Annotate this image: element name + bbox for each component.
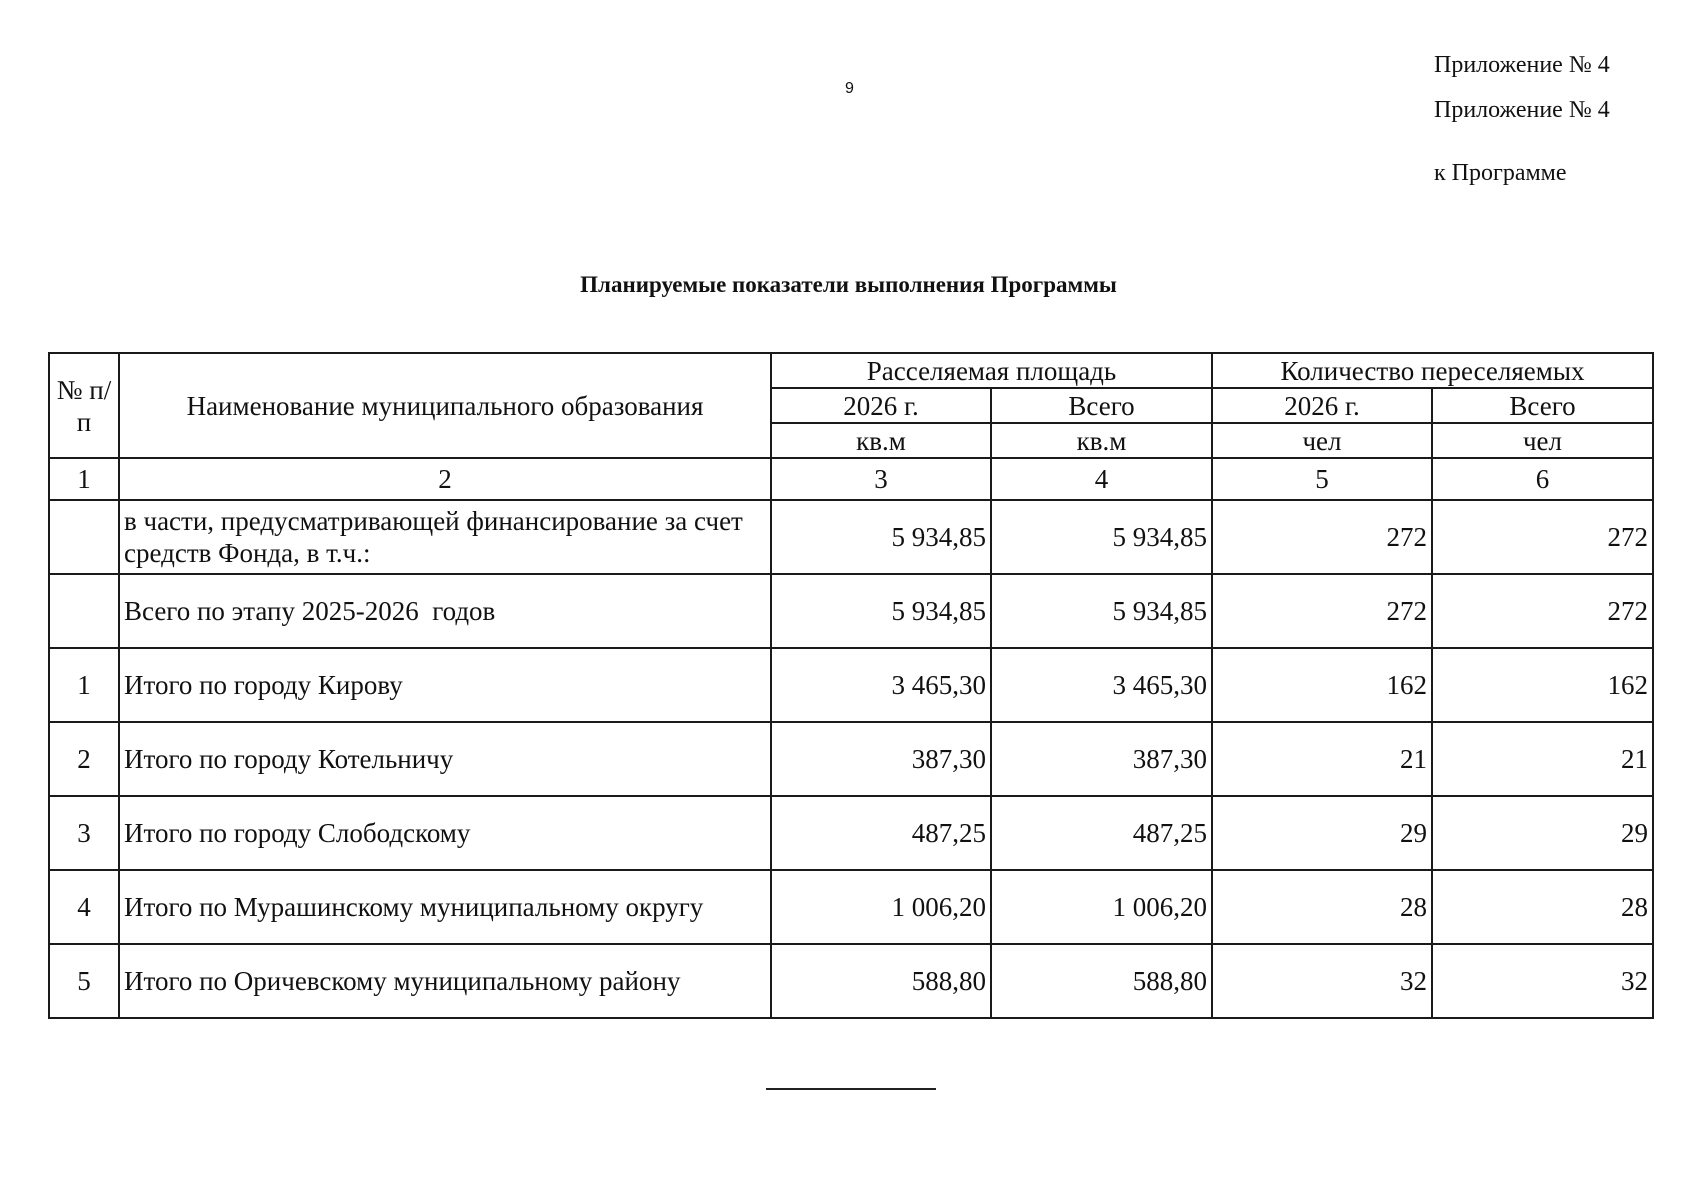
header-num: № п/п (49, 353, 119, 458)
row-area-total: 1 006,20 (991, 870, 1212, 944)
table-row (49, 574, 1653, 648)
table-row (49, 870, 1653, 944)
row-area-2026: 588,80 (771, 944, 991, 1018)
header-area-total: Всего (991, 388, 1212, 423)
column-index: 1 (49, 458, 119, 500)
row-people-total: 272 (1432, 500, 1653, 574)
header-area-group: Расселяемая площадь (771, 353, 1212, 388)
row-area-2026: 3 465,30 (771, 648, 991, 722)
header-people-unit: чел (1212, 423, 1432, 458)
row-people-total: 28 (1432, 870, 1653, 944)
row-area-total: 588,80 (991, 944, 1212, 1018)
column-index: 5 (1212, 458, 1432, 500)
row-name: Итого по городу Котельничу (119, 722, 771, 796)
row-people-2026: 32 (1212, 944, 1432, 1018)
header-people-group: Количество переселяемых (1212, 353, 1653, 388)
row-people-2026: 29 (1212, 796, 1432, 870)
document-title: Планируемые показатели выполнения Программы (580, 272, 1117, 297)
row-people-total: 32 (1432, 944, 1653, 1018)
row-name: Всего по этапу 2025-2026 годов (119, 574, 771, 648)
row-area-2026: 487,25 (771, 796, 991, 870)
header-area-unit: кв.м (771, 423, 991, 458)
appendix-label: Приложение № 4 (1434, 52, 1610, 78)
row-area-2026: 5 934,85 (771, 574, 991, 648)
row-people-2026: 272 (1212, 574, 1432, 648)
column-index: 4 (991, 458, 1212, 500)
appendix-label-repeat: Приложение № 4 (1434, 97, 1610, 123)
row-area-total: 5 934,85 (991, 500, 1212, 574)
row-area-2026: 1 006,20 (771, 870, 991, 944)
column-index-row (49, 458, 1653, 500)
table-row (49, 722, 1653, 796)
row-people-2026: 28 (1212, 870, 1432, 944)
row-num: 5 (49, 944, 119, 1018)
table-row (49, 944, 1653, 1018)
header-name: Наименование муниципального образования (119, 353, 771, 458)
row-area-2026: 5 934,85 (771, 500, 991, 574)
row-area-total: 387,30 (991, 722, 1212, 796)
row-name: Итого по городу Кирову (119, 648, 771, 722)
row-people-2026: 272 (1212, 500, 1432, 574)
header-people-total: Всего (1432, 388, 1653, 423)
column-index: 6 (1432, 458, 1653, 500)
row-num: 3 (49, 796, 119, 870)
row-num (49, 574, 119, 648)
column-index: 3 (771, 458, 991, 500)
row-people-total: 162 (1432, 648, 1653, 722)
row-people-total: 29 (1432, 796, 1653, 870)
header-people-year: 2026 г. (1212, 388, 1432, 423)
header-people-total-unit: чел (1432, 423, 1653, 458)
appendix-program-ref: к Программе (1434, 160, 1567, 186)
table-row (49, 500, 1653, 574)
row-name: Итого по городу Слободскому (119, 796, 771, 870)
table-row (49, 648, 1653, 722)
indicators-table (48, 352, 1654, 1019)
row-area-total: 3 465,30 (991, 648, 1212, 722)
row-name: Итого по Оричевскому муниципальному району (119, 944, 771, 1018)
row-people-2026: 21 (1212, 722, 1432, 796)
row-people-total: 21 (1432, 722, 1653, 796)
page-number: 9 (845, 80, 854, 97)
row-num: 4 (49, 870, 119, 944)
row-name: Итого по Мурашинскому муниципальному округу (119, 870, 771, 944)
table-row (49, 796, 1653, 870)
row-name: в части, предусматривающей финансирование за счет средств Фонда, в т.ч.: (119, 500, 771, 574)
header-row-groups (49, 353, 1653, 388)
row-people-total: 272 (1432, 574, 1653, 648)
header-area-year: 2026 г. (771, 388, 991, 423)
closing-divider (766, 1088, 936, 1090)
column-index: 2 (119, 458, 771, 500)
row-people-2026: 162 (1212, 648, 1432, 722)
row-num: 2 (49, 722, 119, 796)
row-area-total: 5 934,85 (991, 574, 1212, 648)
header-area-total-unit: кв.м (991, 423, 1212, 458)
row-area-total: 487,25 (991, 796, 1212, 870)
row-area-2026: 387,30 (771, 722, 991, 796)
row-num (49, 500, 119, 574)
row-num: 1 (49, 648, 119, 722)
